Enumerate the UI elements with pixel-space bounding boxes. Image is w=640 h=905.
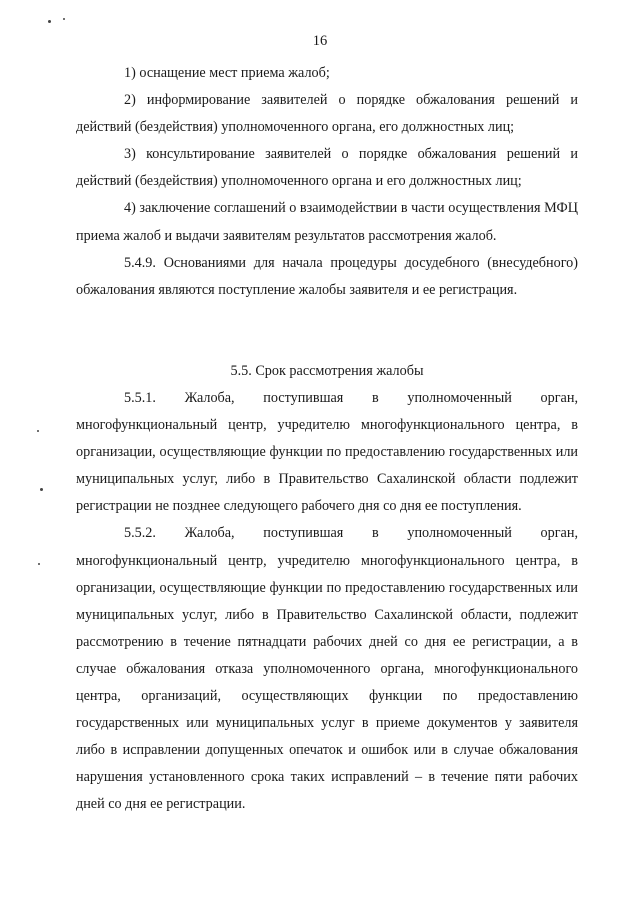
scan-speck (63, 18, 65, 20)
paragraph-5-4-9: 5.4.9. Основаниями для начала процедуры досудебного (внесудебного) обжалования являются поступление жалобы заявителя и ее регистрация. (76, 254, 578, 298)
paragraph-5-5-2: 5.5.2. Жалоба, поступившая в уполномоченный орган, многофункциональный центр, учредителю многофункционального центра, в организации, осуществляющие функции по предоставлению государственных или муниципальных услуг, либо в Правительство Сахалинской области, подлежит рассмотрению в течение пятнадцати рабочих дней со дня ее регистрации, а в случае обжалования отказа уполномоченного органа, многофункционального центра, организаций, осуществляющих функции по предоставлению государственных или муниципальных услуг в приеме документов у заявителя либо в исправлении допущенных опечаток и ошибок или в случае обжалования нарушения установленного срока таких исправлений – в течение пяти рабочих дней со дня ее регистрации. (76, 525, 578, 813)
list-item-1: 1) оснащение мест приема жалоб; (124, 65, 330, 81)
page-content (76, 60, 578, 818)
list-item-3: 3) консультирование заявителей о порядке обжалования решений и действий (бездействия) уполномоченного органа и его должностных лиц; (76, 146, 578, 190)
page-number: 16 (312, 33, 328, 49)
scan-speck (48, 20, 51, 23)
list-item-4: 4) заключение соглашений о взаимодействии в части осуществления МФЦ приема жалоб и выдачи заявителям результатов рассмотрения жалоб. (76, 200, 578, 244)
scan-speck (37, 430, 39, 432)
spacer (76, 304, 578, 331)
scan-speck (40, 488, 43, 491)
scan-speck (38, 563, 40, 565)
paragraph-5-5-1: 5.5.1. Жалоба, поступившая в уполномоченный орган, многофункциональный центр, учредителю многофункционального центра, в организации, осуществляющие функции по предоставлению государственных или муниципальных услуг, либо в Правительство Сахалинской области подлежит регистрации не позднее следующего рабочего дня со дня ее поступления. (76, 389, 578, 515)
section-heading: 5.5. Срок рассмотрения жалобы (230, 362, 424, 379)
list-item-2: 2) информирование заявителей о порядке обжалования решений и действий (бездействия) уполномоченного органа, его должностных лиц; (76, 92, 578, 136)
